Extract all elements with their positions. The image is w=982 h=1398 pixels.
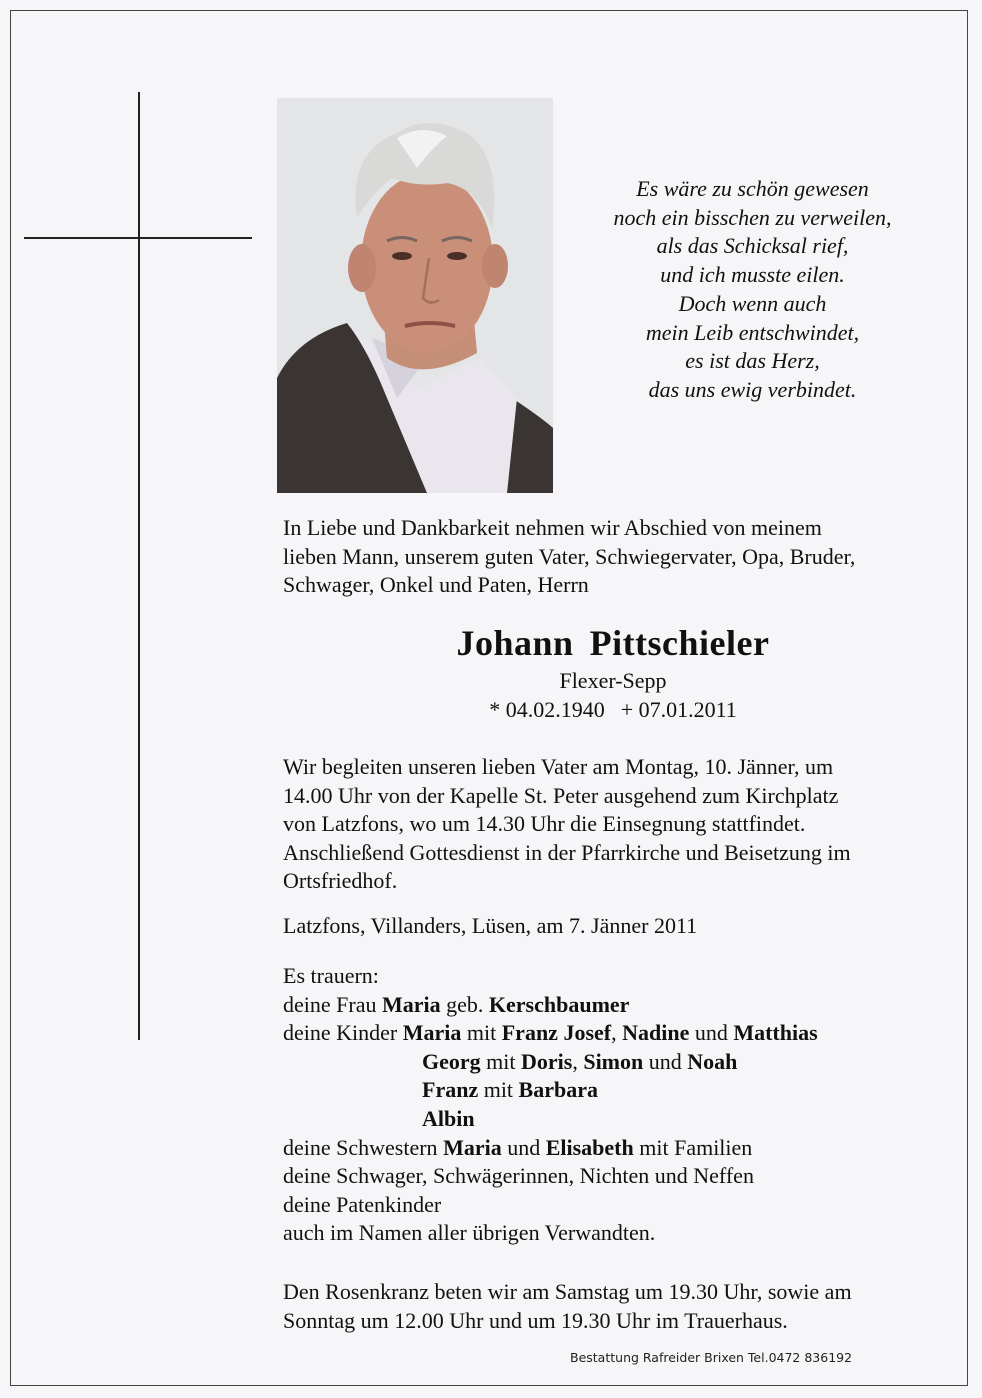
poem-line: Es wäre zu schön gewesen: [636, 176, 869, 201]
poem-line: und ich musste eilen.: [660, 262, 845, 288]
poem-line: mein Leib entschwindet,: [645, 319, 860, 345]
birth-date: * 04.02.1940: [489, 697, 605, 722]
poem-line: es ist das Herz,: [685, 348, 820, 374]
place-date: Latzfons, Villanders, Lüsen, am 7. Jänner 2011: [283, 913, 698, 938]
intro-paragraph: [283, 514, 855, 600]
deceased-name: [283, 622, 943, 664]
mourners-heading: Es trauern:: [283, 963, 379, 988]
mourner-other: deine Schwager, Schwägerinnen, Nichten und Neffen: [283, 1163, 754, 1189]
poem-line: noch ein bisschen zu verweilen,: [613, 204, 892, 230]
funeral-line: 14.00 Uhr von der Kapelle St. Peter ausgehend zum Kirchplatz: [283, 782, 839, 808]
cross-horizontal-bar: [24, 237, 252, 239]
deceased-first-name: Johann: [456, 623, 574, 663]
mourners-list: [283, 962, 818, 1248]
mourner-child: Franz mit Barbara: [422, 1077, 598, 1103]
rosary-line: Den Rosenkranz beten wir am Samstag um 19.30 Uhr, sowie am: [283, 1279, 852, 1304]
portrait-photo: [277, 98, 553, 493]
funeral-home-footer: Bestattung Rafreider Brixen Tel.0472 836192: [570, 1350, 853, 1365]
funeral-line: Wir begleiten unseren lieben Vater am Montag, 10. Jänner, um: [283, 754, 834, 779]
funeral-paragraph: [283, 753, 851, 896]
deceased-last-name: Pittschieler: [589, 623, 770, 663]
mourner-child: Albin: [422, 1105, 475, 1131]
funeral-line: Ortsfriedhof.: [283, 868, 398, 894]
poem: [560, 175, 945, 405]
rosary-line: Sonntag um 12.00 Uhr und um 19.30 Uhr im Trauerhaus.: [283, 1307, 788, 1333]
mourner-other: auch im Namen aller übrigen Verwandten.: [283, 1220, 656, 1246]
rosary-paragraph: [283, 1278, 852, 1335]
intro-line: In Liebe und Dankbarkeit nehmen wir Abschied von meinem: [283, 515, 822, 540]
deceased-nickname: Flexer-Sepp: [559, 668, 667, 693]
funeral-line: Anschließend Gottesdienst in der Pfarrkirche und Beisetzung im: [283, 839, 851, 865]
death-date: + 07.01.2011: [620, 697, 737, 722]
mourner-children: deine Kinder Maria mit Franz Josef, Nadine und Matthias: [283, 1020, 818, 1046]
mourner-child: Georg mit Doris, Simon und Noah: [422, 1048, 738, 1074]
funeral-line: von Latzfons, wo um 14.30 Uhr die Einsegnung stattfindet.: [283, 811, 806, 837]
poem-line: als das Schicksal rief,: [656, 233, 849, 259]
mourner-other: deine Patenkinder: [283, 1191, 442, 1217]
mourner-sisters: deine Schwestern Maria und Elisabeth mit Familien: [283, 1134, 753, 1160]
intro-line: Schwager, Onkel und Paten, Herrn: [283, 572, 589, 598]
mourner-wife: deine Frau Maria geb. Kerschbaumer: [283, 991, 630, 1017]
poem-line: das uns ewig verbindet.: [648, 376, 857, 402]
poem-line: Doch wenn auch: [678, 290, 827, 316]
intro-line: lieben Mann, unserem guten Vater, Schwiegervater, Opa, Bruder,: [283, 543, 856, 569]
cross-vertical-bar: [138, 92, 140, 1040]
life-dates: [283, 697, 943, 723]
